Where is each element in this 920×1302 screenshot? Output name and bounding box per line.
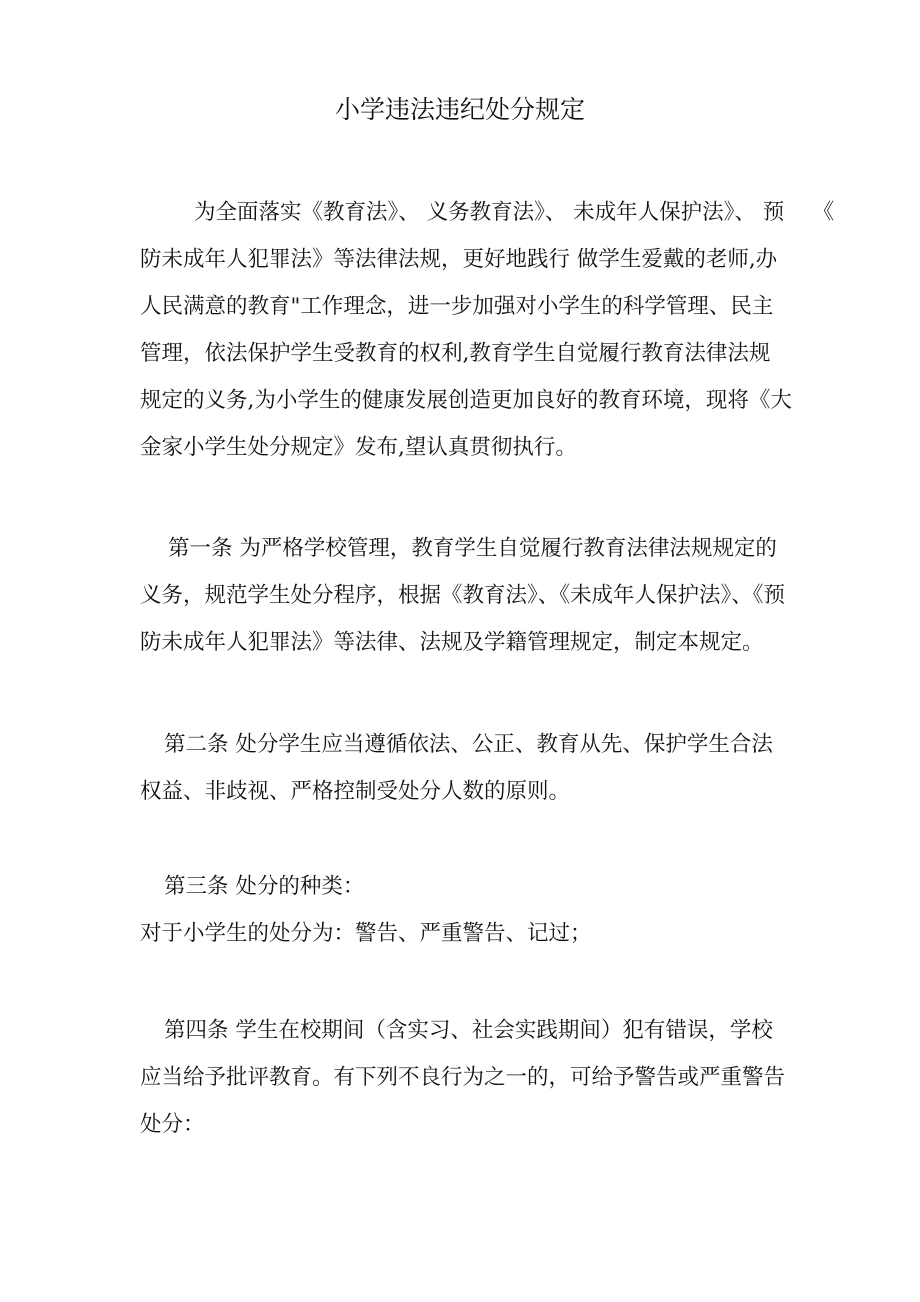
text-line: 应当给予批评教育。有下列不良行为之一的，可给予警告或严重警告 bbox=[140, 1065, 786, 1090]
text-line: 防未成年人犯罪法》等法律法规，更好地践行 做学生爱戴的老师,办 bbox=[140, 247, 778, 272]
text-line: 规定的义务,为小学生的健康发展创造更加良好的教育环境，现将《大 bbox=[140, 388, 792, 413]
text-line: 金家小学生处分规定》发布,望认真贯彻执行。 bbox=[140, 435, 577, 460]
text-line: 人民满意的教育"工作理念，进一步加强对小学生的科学管理、民主 bbox=[140, 294, 774, 319]
text-line: 第一条 为严格学校管理，教育学生自觉履行教育法律法规规定的 bbox=[168, 536, 777, 561]
text-line: 为全面落实《教育法》、 义务教育法》、 未成年人保护法》、 预 《 bbox=[194, 200, 835, 225]
text-line: 第二条 处分学生应当遵循依法、公正、教育从先、保护学生合法 bbox=[164, 732, 773, 757]
text-line: 管理，依法保护学生受教育的权利,教育学生自觉履行教育法律法规 bbox=[140, 341, 771, 366]
text-line: 防未成年人犯罪法》等法律、法规及学籍管理规定，制定本规定。 bbox=[140, 630, 764, 655]
page-title: 小学违法违纪处分规定 bbox=[334, 95, 585, 124]
text-line: 处分： bbox=[140, 1112, 205, 1137]
text-line: 第四条 学生在校期间（含实习、社会实践期间）犯有错误，学校 bbox=[164, 1018, 773, 1043]
text-line: 第三条 处分的种类： bbox=[164, 874, 365, 899]
text-line: 义务，规范学生处分程序，根据《教育法》、《未成年人保护法》、《预 bbox=[140, 583, 786, 608]
text-line: 对于小学生的处分为：警告、严重警告、记过； bbox=[140, 921, 592, 946]
text-line: 权益、非歧视、严格控制受处分人数的原则。 bbox=[140, 779, 571, 804]
